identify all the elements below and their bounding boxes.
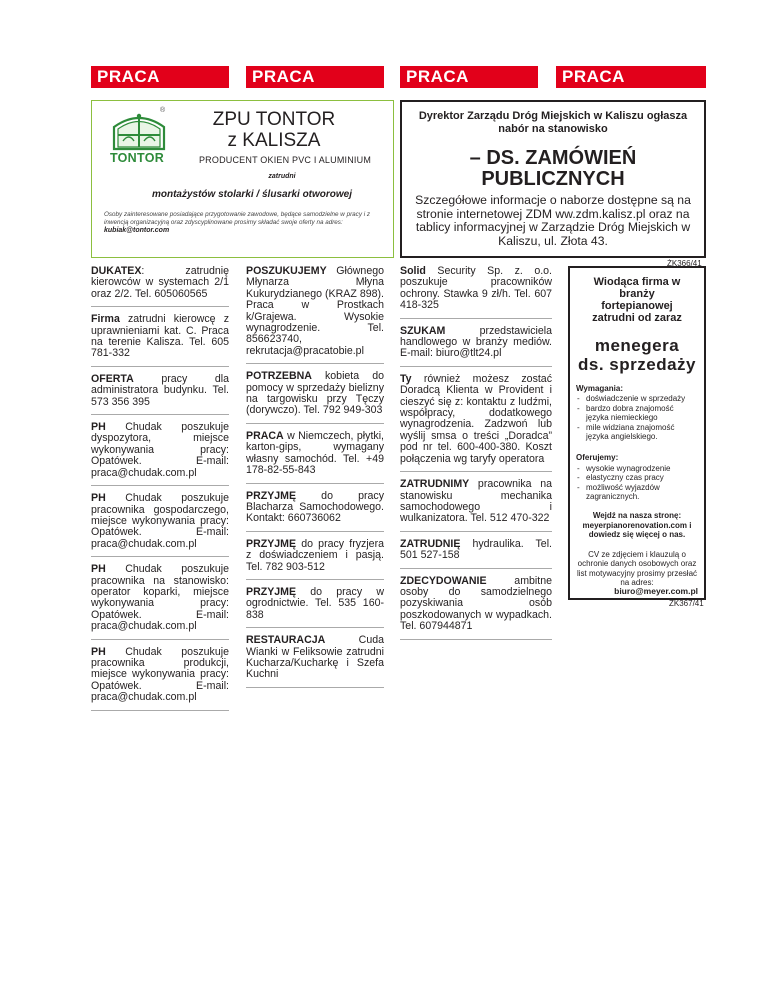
- ad-text: pracy dla administratora budynku. Tel. 573 356 395: [91, 372, 229, 408]
- meyer-head: Wiodąca firma w branży fortepianowej zatrudni od zaraz: [592, 276, 682, 324]
- ad-keyword: PRZYJMĘ: [246, 585, 297, 598]
- ad-text: Cuda Wianki w Feliksowie zatrudni Kucharza/Kucharkę i Szefa Kuchni: [246, 634, 384, 681]
- offer-item: - możliwość wyjazdów zagranicznych.: [586, 483, 698, 502]
- ad-text: w Niemczech, płytki, karton-gips, wymagany własny samochód. Tel. +49 178-82-55-843: [246, 429, 384, 477]
- ad-keyword: PRZYJMĘ: [246, 537, 297, 550]
- ad-text: pracownika na stanowisku mechanika samochodowego i wulkanizatora. Tel. 512 470-322: [400, 478, 552, 525]
- ad-keyword: POSZUKUJEMY: [246, 265, 327, 277]
- classified-ad: [400, 266, 552, 319]
- meyer-ad: [568, 266, 706, 600]
- ad-keyword: PH: [91, 421, 106, 434]
- registered-mark: ®: [160, 107, 166, 114]
- tontor-hires: zatrudni: [268, 173, 296, 180]
- section-header-praca-3: PRACA: [400, 66, 538, 88]
- ad-keyword: Ty: [400, 372, 412, 385]
- ad-text: ambitne osoby do samodzielnego pozyskiwania osób poszkodowanych w wypadkach. Tel. 607944871: [400, 574, 552, 633]
- meyer-offers: [576, 453, 698, 501]
- tontor-note: [104, 211, 386, 235]
- classified-ad: [91, 422, 229, 486]
- ad-text: do pracy Blacharza Samochodowego. Kontakt: 660736062: [246, 489, 384, 525]
- zdm-code: ŻK366/41: [667, 259, 702, 268]
- classified-ad: [91, 314, 229, 367]
- tontor-tagline: PRODUCENT OKIEN PVC I ALUMINIUM: [198, 155, 372, 165]
- company-name-line2: z KALISZA: [227, 130, 321, 151]
- zdm-title: [406, 148, 700, 190]
- ad-keyword: PRZYJMĘ: [246, 489, 297, 502]
- tontor-company-name: [204, 109, 344, 151]
- ad-text: zatrudni kierowcę z uprawnieniami kat. C. Praca na terenie Kalisza. Tel. 605 781-332: [91, 313, 229, 360]
- tontor-email[interactable]: kubiak@tontor.com: [104, 227, 170, 234]
- ad-keyword: Solid: [400, 265, 426, 277]
- classified-ad: [246, 431, 384, 484]
- requirement-item: - doświadczenie w sprzedaży: [586, 394, 698, 403]
- classified-ad: [91, 564, 229, 639]
- ad-keyword: POTRZEBNA: [246, 370, 312, 383]
- ad-text: kobieta do pomocy w sprzedaży bielizny na targowisku przy Tęczy (dorywczo). Tel. 792 949-303: [246, 370, 384, 417]
- ad-keyword: RESTAURACJA: [246, 634, 326, 647]
- ad-text: Chudak poszukuje pracownika na stanowisko: operator koparki, miejsce wykonywania pracy: Opatówek. E-mail: praca@chudak.com.pl: [91, 563, 229, 633]
- classified-ad: [91, 266, 229, 307]
- requirement-item: - mile widziana znajomość języka angielskiego.: [586, 423, 698, 442]
- classified-ad: [91, 374, 229, 415]
- meyer-title-line2: ds. sprzedaży: [578, 355, 696, 374]
- tontor-logo: [102, 111, 174, 163]
- tontor-position: montażystów stolarki / ślusarki otworowej: [151, 189, 353, 200]
- section-header-praca-4: PRACA: [556, 66, 706, 88]
- classified-ad: [400, 374, 552, 472]
- ad-text: Chudak poszukuje dyspozytora, miejsce wykonywania pracy: Opatówek. E-mail: praca@chudak.com.pl: [91, 421, 229, 479]
- offer-item: - wysokie wynagrodzenie: [586, 464, 698, 473]
- classifieds-column-2: [246, 266, 384, 695]
- ad-keyword: PH: [91, 645, 106, 658]
- meyer-code: ŻK367/41: [669, 599, 704, 608]
- ad-keyword: ZATRUDNIMY: [400, 478, 470, 491]
- classified-ad: [246, 371, 384, 424]
- ad-keyword: DUKATEX: [91, 265, 142, 277]
- tontor-ad: [91, 100, 394, 258]
- classified-ad: [400, 576, 552, 640]
- classified-ad: [91, 493, 229, 557]
- classified-ad: [246, 491, 384, 532]
- company-name-line1: ZPU TONTOR: [212, 109, 336, 130]
- ad-keyword: PRACA: [246, 429, 284, 442]
- classified-ad: [246, 266, 384, 364]
- classified-ad: [91, 647, 229, 711]
- requirement-item: - bardzo dobra znajomość języka niemieckiego: [586, 404, 698, 423]
- ad-text: Głównego Młynarza Młyna Kukurydzianego (KRAZ 898). Praca w Prostkach k/Grajewa. Wysokie wynagrodzenie. Tel. 856623740, rekrutacja@pracatobie.pl: [246, 265, 384, 357]
- ad-keyword: ZATRUDNIĘ: [400, 537, 461, 550]
- ad-keyword: PH: [91, 563, 106, 576]
- zdm-body: Szczegółowe informacje o naborze dostępne są na stronie internetowej ZDM ww.zdm.kalisz.pl oraz na tablicy informacyjnej w Zarządzie Dróg Miejskich w Kaliszu, ul. Złota 43.: [415, 193, 691, 248]
- ad-text: hydraulika. Tel. 501 527-158: [400, 537, 552, 562]
- meyer-title: [576, 336, 698, 374]
- offer-item: - elastyczny czas pracy: [586, 473, 698, 482]
- meyer-cv: CV ze zdjęciem i klauzulą o ochronie danych osobowych oraz list motywacyjny prosimy przesłać na adres:: [576, 549, 698, 587]
- classified-ad: [246, 587, 384, 628]
- ad-keyword: ZDECYDOWANIE: [400, 574, 487, 587]
- meyer-requirements: [576, 384, 698, 441]
- zdm-intro: Dyrektor Zarządu Dróg Miejskich w Kaliszu ogłasza nabór na stanowisko: [418, 110, 688, 135]
- ad-text: : zatrudnię kierowców w systemach 2/1 oraz 2/2. Tel. 605060565: [91, 265, 229, 300]
- zdm-title-line2: PUBLICZNYCH: [481, 168, 625, 190]
- section-header-praca-1: PRACA: [91, 66, 229, 88]
- requirements-label: Wymagania:: [576, 384, 623, 393]
- ad-text: Security Sp. z. o.o. poszukuje pracowników ochrony. Stawka 9 zł/h. Tel. 607 418-325: [400, 265, 552, 312]
- ad-keyword: SZUKAM: [400, 324, 446, 337]
- ad-text: do pracy fryzjera z doświadczeniem i pasją. Tel. 782 903-512: [246, 537, 384, 573]
- tontor-logo-text: TONTOR: [109, 151, 165, 165]
- classifieds-column-1: [91, 266, 229, 718]
- meyer-email[interactable]: biuro@meyer.com.pl: [614, 586, 698, 597]
- ad-keyword: Firma: [91, 313, 120, 326]
- ad-text: przedstawiciela handlowego w branży mediów. E-mail: biuro@tlt24.pl: [400, 324, 552, 360]
- tontor-note-text: Osoby zainteresowane posiadające przygotowanie zawodowe, będące samodzielne w pracy i z inwencją organizacyjną oraz zdyscyplinowane prosimy składać swoje oferty na adres:: [104, 211, 371, 226]
- offers-label: Oferujemy:: [576, 453, 619, 463]
- window-logo-icon: [108, 111, 170, 151]
- ad-keyword: PH: [91, 492, 106, 505]
- ad-text: również możesz zostać Doradcą Klienta w Provident i cieszyć się z: kontaktu z ludźmi, współpracy, dodatkowego wynagrodzenia. Zadzwoń lub wyślij smsa o treści „Doradca” pod nr tel. 600-400-380. Koszt połączenia wg taryfy operatora: [400, 372, 552, 465]
- classified-ad: [400, 326, 552, 367]
- zdm-ad: [400, 100, 706, 258]
- meyer-visit: Wejdź na nasza stronę: meyerpianorenovation.com i dowiedz się więcej o nas.: [582, 511, 692, 540]
- classified-ad: [246, 539, 384, 580]
- ad-text: Chudak poszukuje pracownika gospodarczego, miejsce wykonywania pracy: Opatówek. E-mail: praca@chudak.com.pl: [91, 492, 229, 550]
- section-header-praca-2: PRACA: [246, 66, 384, 88]
- zdm-title-line1: – DS. ZAMÓWIEŃ: [469, 147, 637, 169]
- classified-ad: [246, 635, 384, 688]
- ad-keyword: OFERTA: [91, 372, 134, 385]
- classified-ad: [400, 539, 552, 569]
- ad-text: Chudak poszukuje pracownika produkcji, miejsce wykonywania pracy: Opatówek. E-mail: praca@chudak.com.pl: [91, 645, 229, 704]
- meyer-title-line1: menegera: [594, 336, 680, 355]
- classified-ad: [400, 479, 552, 532]
- classifieds-column-3: [400, 266, 552, 647]
- ad-text: do pracy w ogrodnictwie. Tel. 535 160-838: [246, 585, 384, 621]
